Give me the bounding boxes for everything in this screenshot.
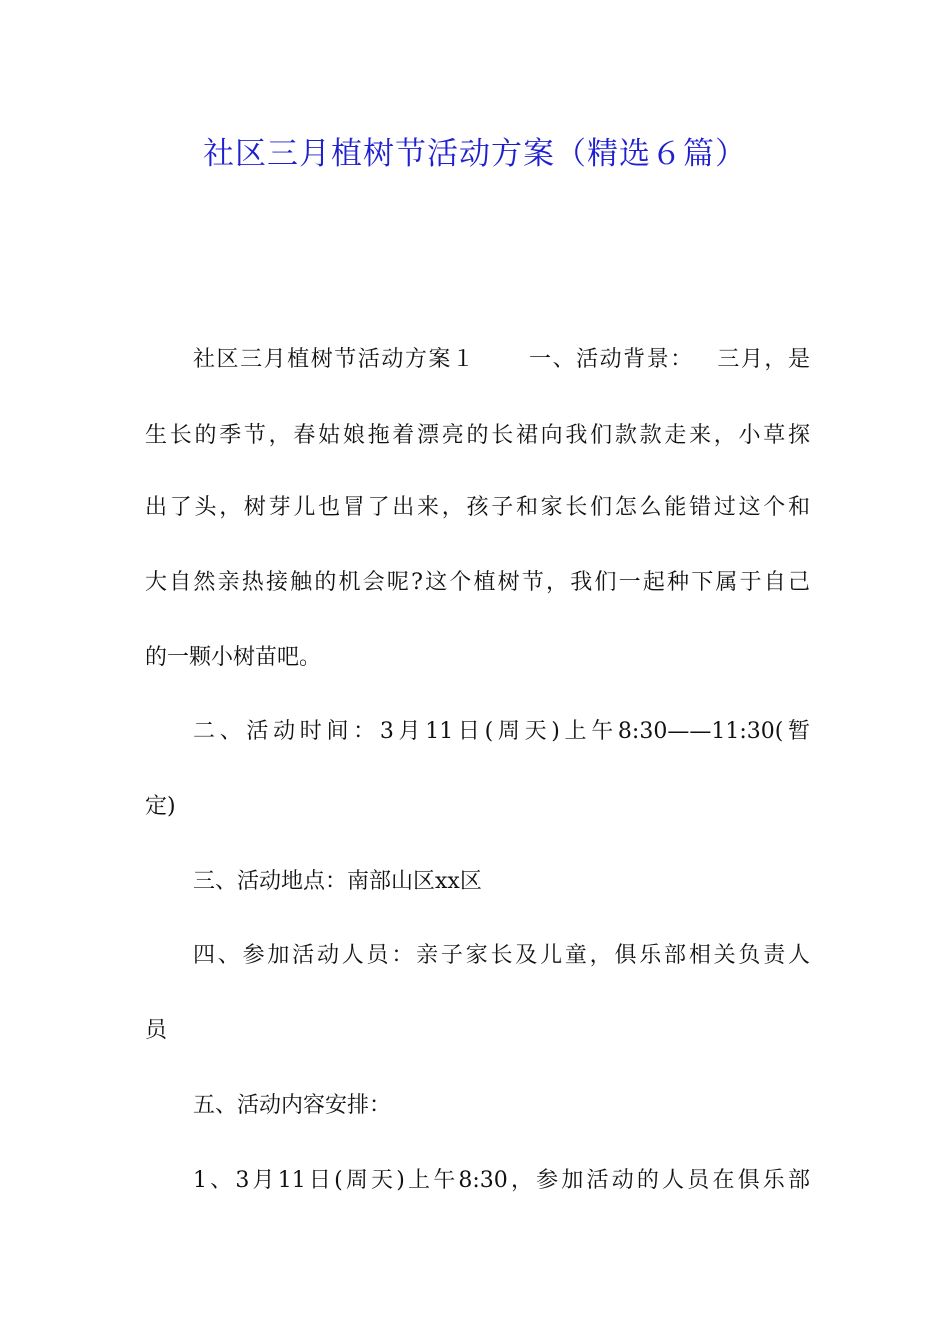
document-title: 社区三月植树节活动方案（精选６篇） [203,136,747,172]
paragraph-background-first-line [193,340,810,380]
background-start: 三月，是 [715,347,810,372]
background-line: 出了头，树芽儿也冒了出来，孩子和家长们怎么能错过这个和 [145,495,810,520]
background-line: 大自然亲热接触的机会呢?这个植树节，我们一起种下属于自己 [145,570,810,595]
background-line: 生长的季节，春姑娘拖着漂亮的长裙向我们款款走来，小草探 [145,423,810,448]
activity-time-line: 二、活动时间：3月11日(周天)上午8:30——11:30(暂 [193,719,810,744]
section-heading: 社区三月植树节活动方案１ [193,347,476,372]
activity-time-line-continued: 定) [145,794,176,819]
activity-place: 三、活动地点：南部山区xx区 [193,869,482,894]
content-item: 1、3月11日(周天)上午8:30，参加活动的人员在俱乐部 [193,1168,810,1193]
background-label: 一、活动背景： [527,347,694,372]
content-heading: 五、活动内容安排： [193,1093,392,1118]
participants-line-continued: 员 [145,1018,168,1043]
participants-line: 四、参加活动人员：亲子家长及儿童，俱乐部相关负责人 [193,943,810,968]
background-line: 的一颗小树苗吧。 [145,645,322,670]
